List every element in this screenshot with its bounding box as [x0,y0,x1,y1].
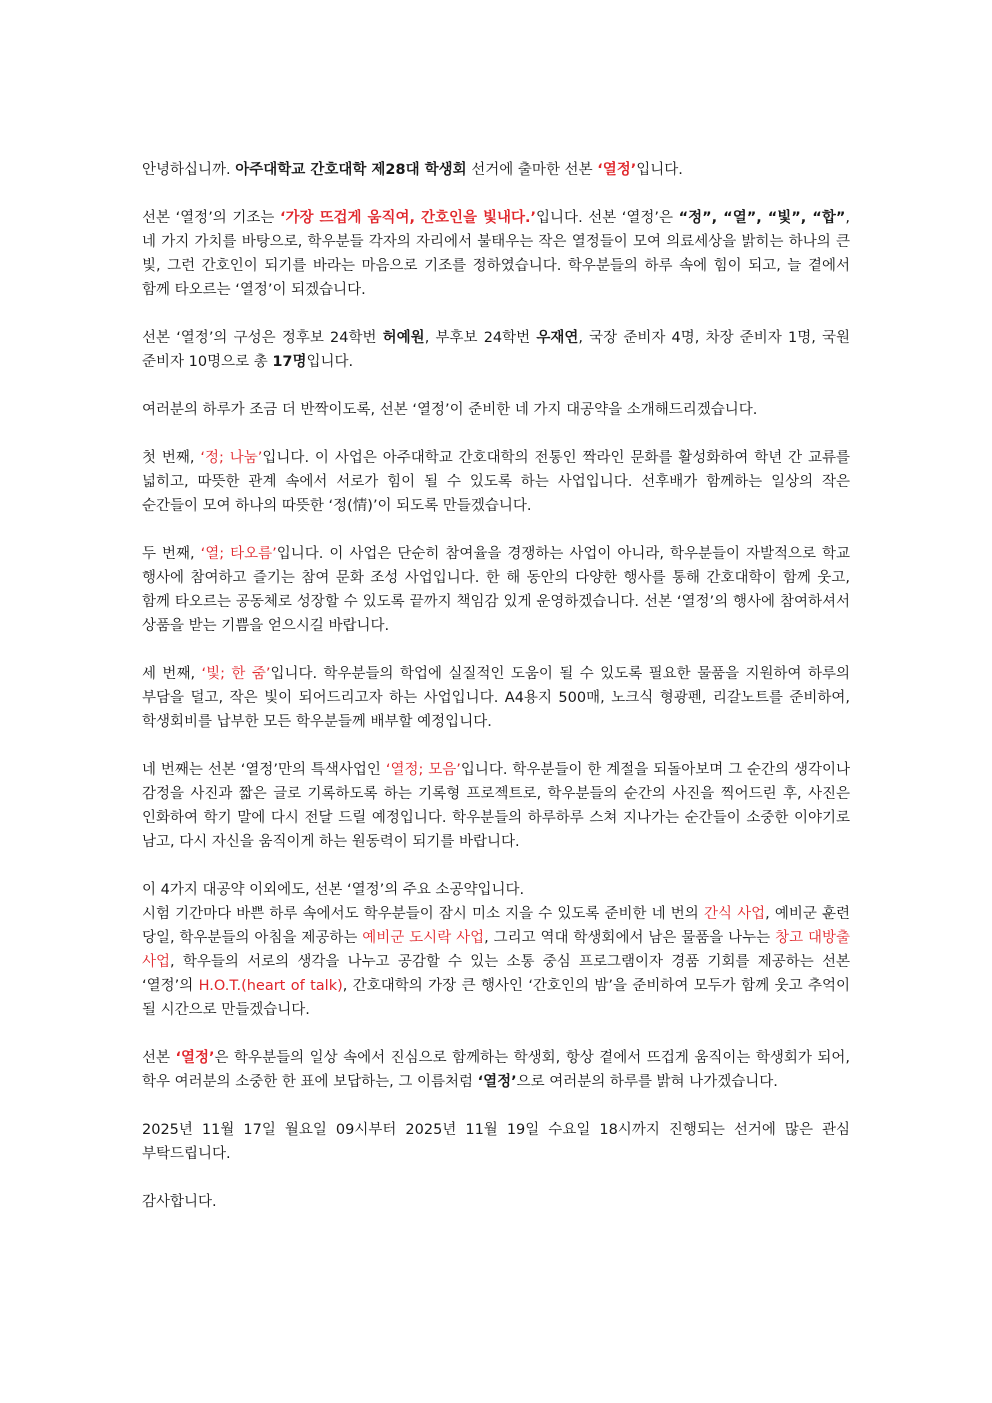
pledge-1-title: ‘정; 나눔’ [200,450,263,466]
text: 선거에 출마한 선본 [466,162,598,178]
election-schedule-paragraph [142,1118,850,1166]
pledge-3-title: ‘빛; 한 줌’ [201,666,271,682]
pledge-4-title: ‘열정; 모음’ [385,762,461,778]
member-count: 17명 [272,354,307,370]
text: 시험 기간마다 바쁜 하루 속에서도 학우분들이 잠시 미소 지을 수 있도록 준비한 네 번의 [142,906,704,922]
text: 세 번째, [142,666,202,682]
text: 선본 ‘열정’의 기조는 [142,210,280,226]
text: 2025년 11월 17일 월요일 09시부터 2025년 11월 19일 수요일 18시까지 진행되는 선거에 많은 관심 부탁드립니다. [142,1122,850,1162]
text: , 학우들의 서로의 생각을 나누고 공감할 수 있는 소통 중심 프로그램이자 경품 기회를 제공하는 선본 ‘열정’의 [142,954,850,994]
text: 여러분의 하루가 조금 더 반짝이도록, 선본 ‘열정’이 준비한 네 가지 대공약을 소개해드리겠습니다. [142,402,758,418]
text: , 부후보 24학번 [424,330,537,346]
text: 네 번째는 선본 ‘열정’만의 특색사업인 [142,762,386,778]
council-name: 아주대학교 간호대학 제28대 학생회 [235,162,467,178]
text: 입니다. [306,354,354,370]
document-body [142,158,850,1238]
party-name: ‘열정’ [175,1050,215,1066]
minor-pledges-intro [142,878,850,902]
text: 선본 ‘열정’의 구성은 정후보 24학번 [142,330,383,346]
text: 감사합니다. [142,1194,217,1210]
text: 입니다. 선본 ‘열정’은 [536,210,679,226]
text: 안녕하십니까. [142,162,236,178]
text: 두 번째, [142,546,201,562]
text: , 예비군 훈련 당일, 학우분들의 아침을 제공하는 [142,906,850,946]
lunchbox-program: 예비군 도시락 사업 [362,930,485,946]
text: 입니다. 학우분들이 한 계절을 되돌아보며 그 순간의 생각이나 감정을 사진과 짧은 글로 기록하도록 하는 기록형 프로젝트로, 학우분들의 순간의 사진을 찍어드린 후, 사진은 인화하여 학기 말에 다시 전달 드릴 예정입니다. 학우분들의 하루하루 스쳐 지나가는 순간들이 소중한 이야기로 남고, 다시 자신을 움직이게 하는 원동력이 되기를 바랍니다. [142,762,850,850]
text: , 간호대학의 가장 큰 행사인 ‘간호인의 밤’을 준비하여 모두가 함께 웃고 추억이 될 시간으로 만들겠습니다. [142,978,850,1018]
candidate-name: 허예원 [382,330,425,346]
pledge-2-title: ‘열; 타오름’ [200,546,277,562]
hot-program: H.O.T.(heart of talk) [198,978,343,994]
pledge-2-paragraph [142,542,850,638]
text: 으로 여러분의 하루를 밝혀 나가겠습니다. [516,1074,778,1090]
text: 입니다. 학우분들의 학업에 실질적인 도움이 될 수 있도록 필요한 물품을 지원하여 하루의 부담을 덜고, 작은 빛이 되어드리고자 하는 사업입니다. A4용지 500매, 노크식 형광펜, 리갈노트를 준비하여, 학생회비를 납부한 모든 학우분들께 배부할 예정입니다. [142,666,850,730]
intro-pledges-paragraph [142,398,850,422]
text: 첫 번째, [142,450,201,466]
text: , 국장 준비자 4명, 차장 준비자 1명, 국원 준비자 10명으로 총 [142,330,851,370]
party-name: ‘열정’ [597,162,637,178]
slogan: ‘가장 뜨겁게 움직여, 간호인을 빛내다.’ [279,210,537,226]
values: “정”, “열”, “빛”, “합” [678,210,846,226]
text: 입니다. 이 사업은 아주대학교 간호대학의 전통인 짝라인 문화를 활성화하여 학년 간 교류를 넓히고, 따뜻한 관계 속에서 서로가 힘이 될 수 있도록 하는 사업입니다. 선후배가 함께하는 일상의 작은 순간들이 모여 하나의 따뜻한 ‘정(情)’이 되도록 만들겠습니다. [142,450,850,514]
pledge-4-paragraph [142,758,850,854]
text: 은 학우분들의 일상 속에서 진심으로 함께하는 학생회, 항상 곁에서 뜨겁게 움직이는 학생회가 되어, 학우 여러분의 소중한 한 표에 보답하는, 그 이름처럼 [142,1050,850,1090]
pledge-1-paragraph [142,446,850,518]
vice-candidate-name: 우재연 [536,330,579,346]
party-name: ‘열정’ [477,1074,517,1090]
thanks-paragraph [142,1190,850,1214]
warehouse-program: 창고 대방출 사업 [142,930,850,970]
minor-pledges-paragraph [142,902,850,1022]
closing-paragraph [142,1046,850,1094]
pledge-3-paragraph [142,662,850,734]
members-paragraph [142,326,850,374]
text: 입니다. 이 사업은 단순히 참여율을 경쟁하는 사업이 아니라, 학우분들이 자발적으로 학교 행사에 참여하고 즐기는 참여 문화 조성 사업입니다. 한 해 동안의 다양한 행사를 통해 간호대학이 함께 웃고, 함께 타오르는 공동체로 성장할 수 있도록 끝까지 책임감 있게 운영하겠습니다. 선본 ‘열정’의 행사에 참여하셔서 상품을 받는 기쁨을 얻으시길 바랍니다. [142,546,850,634]
text: 입니다. [636,162,683,178]
greeting-paragraph [142,158,850,182]
text: , 그리고 역대 학생회에서 남은 물품을 나누는 [484,930,776,946]
text: 이 4가지 대공약 이외에도, 선본 ‘열정’의 주요 소공약입니다. [142,882,525,898]
text: 선본 [142,1050,176,1066]
snack-program: 간식 사업 [703,906,766,922]
slogan-paragraph [142,206,850,302]
text: , 네 가지 가치를 바탕으로, 학우분들 각자의 자리에서 불태우는 작은 열정들이 모여 의료세상을 밝히는 하나의 큰 빛, 그런 간호인이 되기를 바라는 마음으로 기조를 정하였습니다. 학우분들의 하루 속에 힘이 되고, 늘 곁에서 함께 타오르는 ‘열정’이 되겠습니다. [142,210,850,298]
